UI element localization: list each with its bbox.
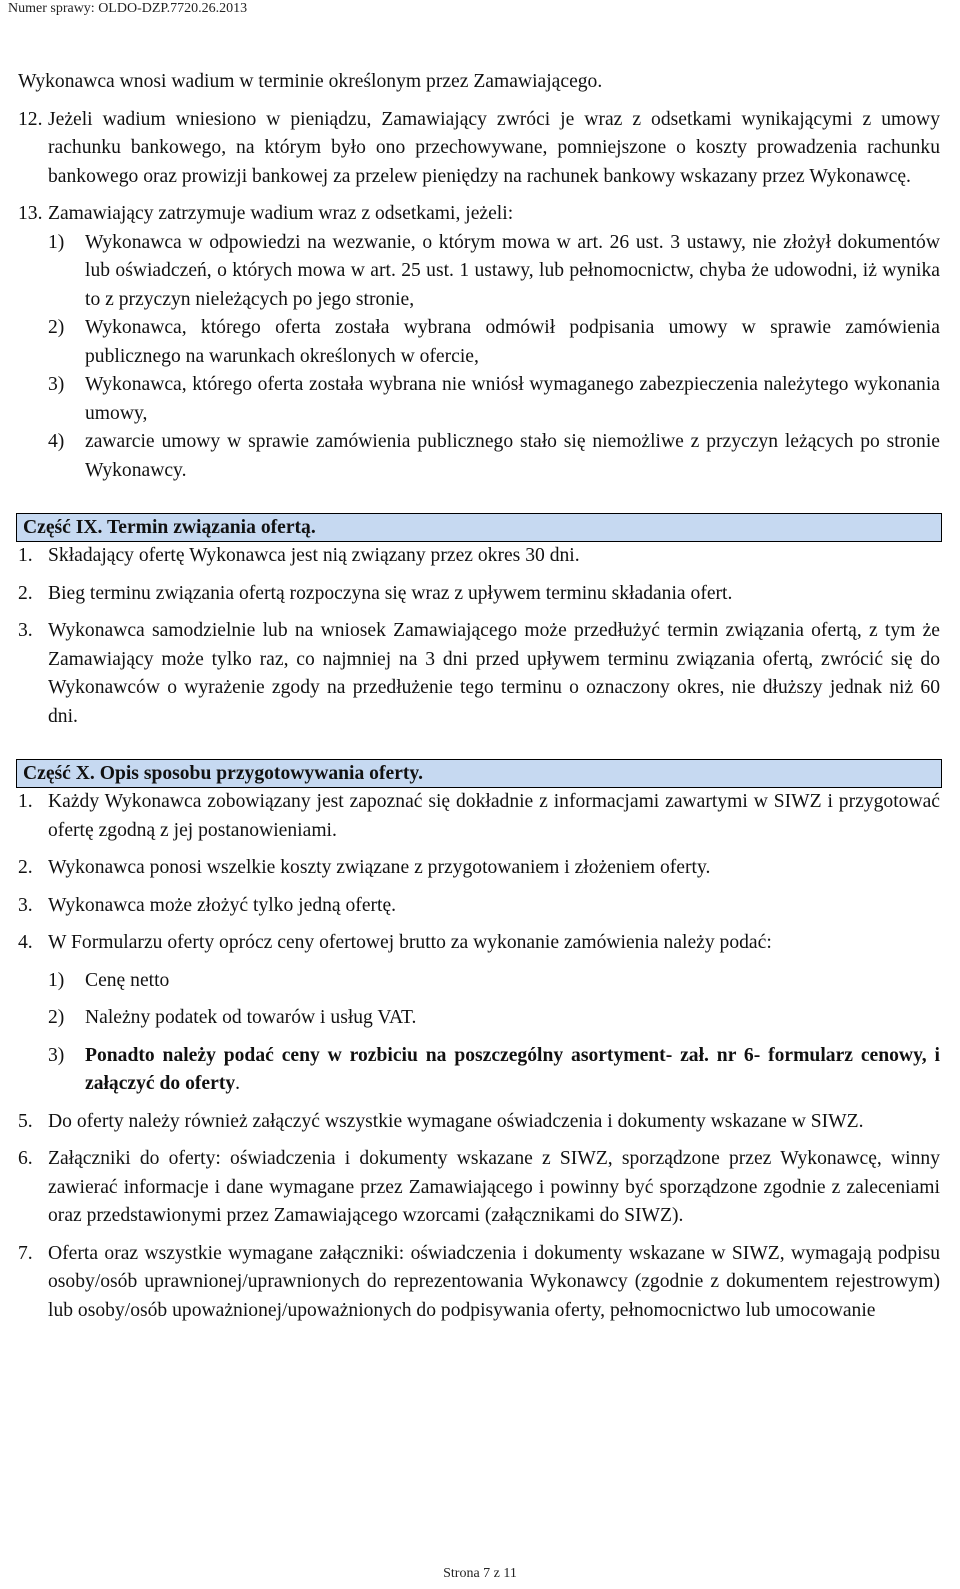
item-number: 4.: [18, 932, 33, 953]
sub-number: 3): [48, 374, 65, 395]
item-13-sub-4: [18, 428, 940, 485]
section-10-item-4: [18, 929, 940, 958]
section-9-item-3: [18, 617, 940, 731]
sub-number: 2): [48, 1007, 65, 1028]
section-10-item-4-sub-1: [18, 967, 940, 996]
sub-number: 1): [48, 231, 65, 253]
item-text: Każdy Wykonawca zobowiązany jest zapoznać się dokładnie z informacjami zawartymi w SIWZ i przygotować ofertę zgodną z jej postanowieniami.: [48, 791, 940, 841]
item-number: 3.: [18, 894, 33, 916]
item-number: 2.: [18, 857, 33, 878]
sub-text: Ponadto należy podać ceny w rozbiciu na poszczególny asortyment- zał. nr 6- formularz cenowy, i załączyć do oferty: [85, 1044, 940, 1094]
item-number: 1.: [18, 791, 33, 812]
item-13-sub-2: [18, 314, 940, 371]
section-10-heading: Część X. Opis sposobu przygotowywania oferty.: [16, 759, 942, 788]
sub-text: zawarcie umowy w sprawie zamówienia publicznego stało się niemożliwe z przyczyn leżących po stronie Wykonawcy.: [85, 431, 940, 481]
item-text: Zamawiający zatrzymuje wadium wraz z odsetkami, jeżeli:: [48, 203, 514, 224]
item-text: Wykonawca samodzielnie lub na wniosek Zamawiającego może przedłużyć termin związania ofertą, z tym że Zamawiający może tylko raz, co najmniej na 3 dni przed upływem terminu związania ofertą, zwrócić się do Wykonawców o wyrażenie zgody na przedłużenie tego terminu o oznaczony okres, nie dłuższy jednak niż 60 dni.: [48, 620, 940, 727]
item-text: Załączniki do oferty: oświadczenia i dokumenty wskazane z SIWZ, sporządzone przez Wykonawcę, winny zawierać informacje i dane wymagane przez Zamawiającego i powinny być sporządzone zgodnie z zaleceniami oraz przedstawionymi przez Zamawiającego wzorcami (załącznikami do SIWZ).: [48, 1148, 940, 1226]
item-13-sub-3: [18, 371, 940, 428]
document-body: [18, 68, 940, 1325]
item-number: 1.: [18, 545, 33, 566]
item-12: [18, 106, 940, 192]
sub-text: Wykonawca, którego oferta została wybrana odmówił podpisania umowy w sprawie zamówienia publicznego na warunkach określonych w ofercie,: [85, 317, 940, 367]
section-10-item-4-sub-2: [18, 1004, 940, 1033]
item-number: 6.: [18, 1148, 33, 1169]
section-9-heading: Część IX. Termin związania ofertą.: [16, 513, 942, 542]
item-text: Bieg terminu związania ofertą rozpoczyna się wraz z upływem terminu składania ofert.: [48, 582, 733, 604]
section-9-item-2: [18, 580, 940, 609]
item-text: Do oferty należy również załączyć wszystkie wymagane oświadczenia i dokumenty wskazane w SIWZ.: [48, 1110, 864, 1132]
sub-text: Wykonawca, którego oferta została wybrana nie wniósł wymaganego zabezpieczenia należytego wykonania umowy,: [85, 374, 940, 424]
sub-text: Cenę netto: [85, 969, 170, 991]
section-10-item-4-sub-3: 3) Ponadto należy podać ceny w rozbiciu na poszczególny asortyment- zał. nr 6- formularz cenowy, i załączyć do oferty.: [18, 1042, 940, 1099]
section-10-item-5: [18, 1108, 940, 1137]
item-text: Składający ofertę Wykonawca jest nią związany przez okres 30 dni.: [48, 545, 580, 566]
section-10-item-7: [18, 1240, 940, 1326]
section-10-item-3: [18, 892, 940, 921]
sub-number: 2): [48, 317, 65, 338]
item-text: Wykonawca ponosi wszelkie koszty związane z przygotowaniem i złożeniem oferty.: [48, 857, 711, 878]
sub-text: Wykonawca w odpowiedzi na wezwanie, o którym mowa w art. 26 ust. 3 ustawy, nie złożył dokumentów lub oświadczeń, o których mowa w art. 25 ust. 1 ustawy, lub pełnomocnictw, chyba że udowodni, iż wynika to z przyczyn nieleżących po jego stronie,: [85, 231, 940, 310]
item-text: W Formularzu oferty oprócz ceny ofertowej brutto za wykonanie zamówienia należy podać:: [48, 932, 772, 953]
section-9-item-1: [18, 542, 940, 571]
case-number-header: Numer sprawy: OLDO-DZP.7720.26.2013: [8, 1, 248, 16]
section-10-item-6: [18, 1145, 940, 1231]
item-number: 3.: [18, 620, 33, 641]
intro-paragraph: Wykonawca wnosi wadium w terminie określonym przez Zamawiającego.: [18, 71, 603, 92]
item-number: 12.: [18, 108, 43, 130]
item-number: 13.: [18, 203, 43, 224]
sub-text: Należny podatek od towarów i usług VAT.: [85, 1007, 417, 1028]
item-number: 2.: [18, 582, 33, 604]
section-10-item-2: [18, 854, 940, 883]
item-13-sub-1: [18, 229, 940, 315]
page-number-footer: Strona 7 z 11: [443, 1566, 517, 1581]
section-10-item-1: [18, 788, 940, 845]
item-text: Wykonawca może złożyć tylko jedną ofertę.: [48, 894, 397, 916]
item-text: Oferta oraz wszystkie wymagane załączniki: oświadczenia i dokumenty wskazane w SIWZ, wymagają podpisu osoby/osób uprawnionej/uprawnionych do reprezentowania Wykonawcy (zgodnie z dokumentem rejestrowym) lub osoby/osób upoważnionej/upoważnionych do podpisywania oferty, pełnomocnictwo lub umocowanie: [48, 1242, 940, 1321]
sub-number: 4): [48, 431, 65, 452]
item-number: 5.: [18, 1110, 33, 1132]
sub-number: 3): [48, 1044, 65, 1066]
item-number: 7.: [18, 1242, 33, 1264]
item-13: [18, 200, 940, 229]
sub-number: 1): [48, 969, 65, 991]
item-text: Jeżeli wadium wniesiono w pieniądzu, Zamawiający zwróci je wraz z odsetkami wynikającymi z umowy rachunku bankowego, na którym było ono przechowywane, pomniejszone o koszty prowadzenia rachunku bankowego oraz prowizji bankowej za przelew pieniędzy na rachunek bankowy wskazany przez Wykonawcę.: [48, 108, 940, 187]
